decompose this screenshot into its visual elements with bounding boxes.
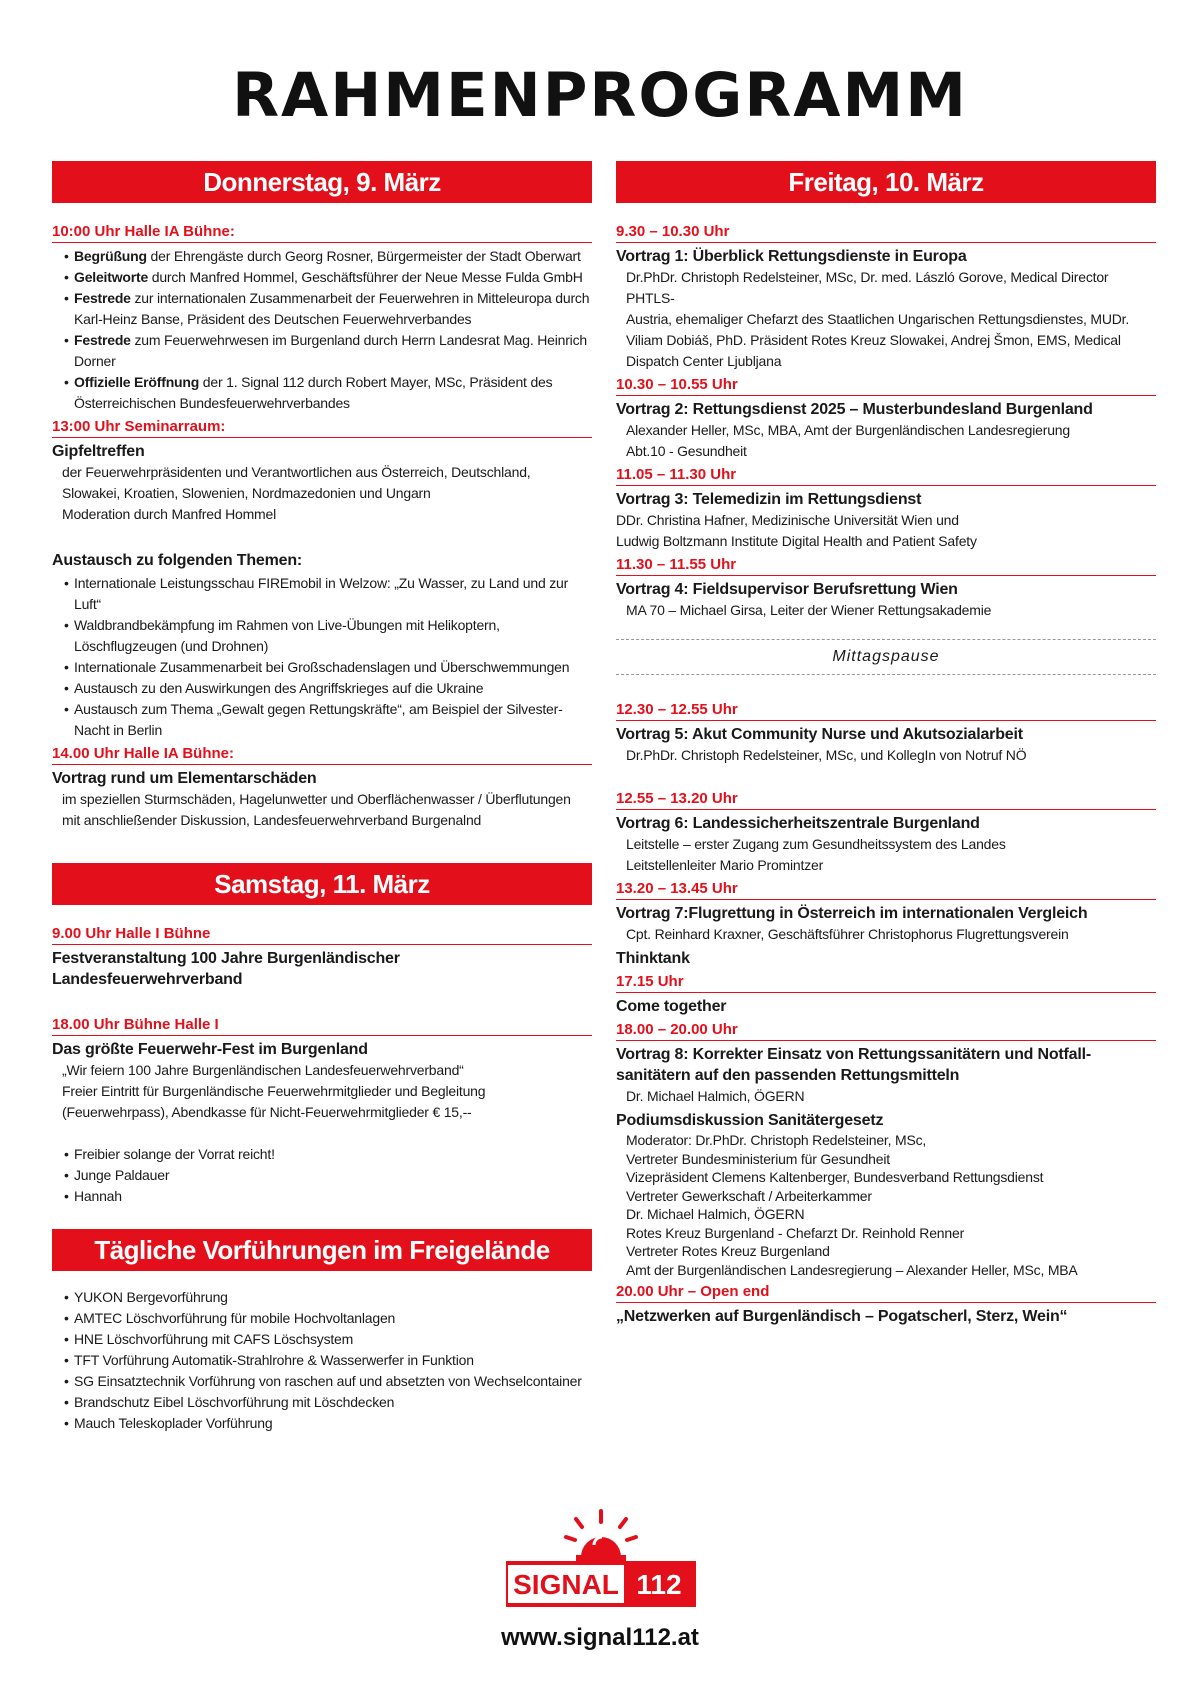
- list-item: • Internationale Leistungsschau FIREmobil in Welzow: „Zu Wasser, zu Land und zur Luft“: [64, 573, 592, 615]
- time-saturday-1800: 18.00 Uhr Bühne Halle I: [52, 1012, 592, 1036]
- list-item: • Mauch Teleskoplader Vorführung: [64, 1413, 592, 1434]
- lunch-break: Mittagspause: [616, 639, 1156, 675]
- logo-text-signal: SIGNAL: [513, 1569, 619, 1600]
- panel-line: Dr. Michael Halmich, ÖGERN: [626, 1206, 805, 1222]
- right-column: [616, 161, 1156, 1327]
- fest-quote: „Wir feiern 100 Jahre Burgenländischen Landesfeuerwehrverband“: [62, 1062, 464, 1078]
- elementar-line: im speziellen Sturmschäden, Hagelunwetter und Oberflächenwasser / Überflutungen: [62, 791, 571, 807]
- fest-list: [52, 1144, 592, 1207]
- v2-line: Abt.10 - Gesundheit: [626, 443, 747, 459]
- list-item: • HNE Löschvorführung mit CAFS Löschsystem: [64, 1329, 592, 1350]
- heading-v8-line2: sanitätern auf den passenden Rettungsmitteln: [616, 1067, 960, 1084]
- heading-topics: Austausch zu folgenden Themen:: [52, 552, 303, 569]
- list-item: • Waldbrandbekämpfung im Rahmen von Live-Übungen mit Helikoptern, Löschflugzeugen (und Drohnen): [64, 615, 592, 657]
- heading-v5: Vortrag 5: Akut Community Nurse und Akutsozialarbeit: [616, 726, 1023, 743]
- v6-line: Leitstelle – erster Zugang zum Gesundheitssystem des Landes: [626, 836, 1006, 852]
- heading-thinktank: Thinktank: [616, 950, 690, 967]
- time-v1: 9.30 – 10.30 Uhr: [616, 219, 1156, 243]
- time-v3: 11.05 – 11.30 Uhr: [616, 462, 1156, 486]
- list-item: • SG Einsatztechnik Vorführung von raschen auf und absetzten von Wechselcontainer: [64, 1371, 592, 1392]
- list-item: • Austausch zum Thema „Gewalt gegen Rettungskräfte“, am Beispiel der Silvester-Nacht in Berlin: [64, 699, 592, 741]
- v8-line: Dr. Michael Halmich, ÖGERN: [626, 1088, 805, 1104]
- heading-v1: Vortrag 1: Überblick Rettungsdienste in Europa: [616, 248, 967, 265]
- v6-line: Leitstellenleiter Mario Promintzer: [626, 857, 824, 873]
- time-v6: 12.55 – 13.20 Uhr: [616, 786, 1156, 810]
- heading-festveranstaltung: Festveranstaltung 100 Jahre Burgenländischer Landesfeuerwehrverband: [52, 950, 400, 988]
- heading-panel: Podiumsdiskussion Sanitätergesetz: [616, 1112, 884, 1129]
- elementar-line: mit anschließender Diskussion, Landesfeuerwehrverband Burgenalnd: [62, 812, 482, 828]
- fest-line: Freier Eintritt für Burgenländische Feuerwehrmitglieder und Begleitung: [62, 1083, 486, 1099]
- panel-line: Vertreter Rotes Kreuz Burgenland: [626, 1243, 830, 1259]
- heading-come-together: Come together: [616, 998, 727, 1015]
- heading-fest: Das größte Feuerwehr-Fest im Burgenland: [52, 1041, 368, 1058]
- panel-line: Vizepräsident Clemens Kaltenberger, Bundesverband Rettungsdienst: [626, 1169, 1044, 1185]
- time-v7: 13.20 – 13.45 Uhr: [616, 876, 1156, 900]
- panel-line: Rotes Kreuz Burgenland - Chefarzt Dr. Reinhold Renner: [626, 1224, 965, 1241]
- list-item: • Internationale Zusammenarbeit bei Großschadenslagen und Überschwemmungen: [64, 657, 592, 678]
- panel-line: Vertreter Gewerkschaft / Arbeiterkammer: [626, 1187, 872, 1204]
- v5-line: Dr.PhDr. Christoph Redelsteiner, MSc, und KollegIn von Notruf NÖ: [626, 747, 1027, 763]
- list-item: • Hannah: [64, 1186, 592, 1207]
- time-v8: 17.15 Uhr: [616, 969, 1156, 993]
- heading-summit: Gipfeltreffen: [52, 443, 145, 460]
- v3-line: DDr. Christina Hafner, Medizinische Universität Wien und: [616, 512, 959, 528]
- opening-list: [52, 243, 592, 414]
- list-item: • AMTEC Löschvorführung für mobile Hochvoltanlagen: [64, 1308, 592, 1329]
- list-item: • Festrede zum Feuerwehrwesen im Burgenland durch Herrn Landesrat Mag. Heinrich Dorner: [64, 330, 592, 372]
- heading-v4: Vortrag 4: Fieldsupervisor Berufsrettung Wien: [616, 581, 958, 598]
- banner-friday: Freitag, 10. März: [616, 161, 1156, 203]
- daily-list: [52, 1287, 592, 1434]
- siren-icon: [566, 1511, 636, 1561]
- banner-daily: Tägliche Vorführungen im Freigelände: [52, 1229, 592, 1271]
- time-thursday-1300: 13:00 Uhr Seminarraum:: [52, 414, 592, 438]
- panel-line: Moderator: Dr.PhDr. Christoph Redelsteiner, MSc,: [626, 1132, 927, 1148]
- heading-elementar: Vortrag rund um Elementarschäden: [52, 770, 317, 787]
- panel-line: Vertreter Bundesministerium für Gesundheit: [626, 1150, 890, 1167]
- time-v10: 20.00 Uhr – Open end: [616, 1279, 1156, 1303]
- list-item: • Begrüßung der Ehrengäste durch Georg Rosner, Bürgermeister der Stadt Oberwart: [64, 246, 592, 267]
- time-v5: 12.30 – 12.55 Uhr: [616, 697, 1156, 721]
- summit-line: der Feuerwehrpräsidenten und Verantwortlichen aus Österreich, Deutschland,: [62, 464, 531, 480]
- v4-line: MA 70 – Michael Girsa, Leiter der Wiener Rettungsakademie: [626, 602, 992, 618]
- v3-line: Ludwig Boltzmann Institute Digital Health and Patient Safety: [616, 533, 977, 549]
- list-item: • Junge Paldauer: [64, 1165, 592, 1186]
- list-item: • Offizielle Eröffnung der 1. Signal 112 durch Robert Mayer, MSc, Präsident des Österreichischen Bundesfeuerwehrverbandes: [64, 372, 592, 414]
- v2-line: Alexander Heller, MSc, MBA, Amt der Burgenländischen Landesregierung: [626, 422, 1070, 438]
- logo-text-112: 112: [636, 1569, 682, 1600]
- fest-line: (Feuerwehrpass), Abendkasse für Nicht-Feuerwehrmitglieder € 15,--: [62, 1104, 472, 1120]
- list-item: • Geleitworte durch Manfred Hommel, Geschäftsführer der Neue Messe Fulda GmbH: [64, 267, 592, 288]
- page-title: RAHMENPROGRAMM: [232, 60, 968, 131]
- signal112-logo: [506, 1505, 696, 1615]
- banner-thursday: Donnerstag, 9. März: [52, 161, 592, 203]
- heading-v3: Vortrag 3: Telemedizin im Rettungsdienst: [616, 491, 922, 508]
- heading-v2: Vortrag 2: Rettungsdienst 2025 – Musterbundesland Burgenland: [616, 401, 1093, 418]
- v1-line: Dr.PhDr. Christoph Redelsteiner, MSc, Dr. med. László Gorove, Medical Director PHTLS-: [626, 269, 1109, 306]
- list-item: • Freibier solange der Vorrat reicht!: [64, 1144, 592, 1165]
- list-item: • TFT Vorführung Automatik-Strahlrohre & Wasserwerfer in Funktion: [64, 1350, 592, 1371]
- v1-line: Dispatch Center Ljubljana: [626, 353, 782, 369]
- time-saturday-0900: 9.00 Uhr Halle I Bühne: [52, 921, 592, 945]
- website-link[interactable]: www.signal112.at: [501, 1624, 699, 1651]
- list-item: • Austausch zu den Auswirkungen des Angriffskrieges auf die Ukraine: [64, 678, 592, 699]
- time-thursday-1400: 14.00 Uhr Halle IA Bühne:: [52, 741, 592, 765]
- heading-networking: „Netzwerken auf Burgenländisch – Pogatscherl, Sterz, Wein“: [616, 1308, 1068, 1325]
- time-v4: 11.30 – 11.55 Uhr: [616, 552, 1156, 576]
- v1-line: Austria, ehemaliger Chefarzt des Staatlichen Ungarischen Rettungsdienstes, MUDr.: [626, 311, 1130, 327]
- panel-line: Amt der Burgenländischen Landesregierung – Alexander Heller, MSc, MBA: [626, 1261, 1078, 1278]
- list-item: • Festrede zur internationalen Zusammenarbeit der Feuerwehren in Mitteleuropa durch Karl-Heinz Banse, Präsident des Deutschen Feuerwehrverbandes: [64, 288, 592, 330]
- left-column: [52, 161, 592, 1434]
- list-item: • Brandschutz Eibel Löschvorführung mit Löschdecken: [64, 1392, 592, 1413]
- summit-line: Moderation durch Manfred Hommel: [62, 506, 277, 522]
- list-item: • YUKON Bergevorführung: [64, 1287, 592, 1308]
- time-v2: 10.30 – 10.55 Uhr: [616, 372, 1156, 396]
- banner-saturday: Samstag, 11. März: [52, 863, 592, 905]
- v1-line: Viliam Dobiáš, PhD. Präsident Rotes Kreuz Slowakei, Andrej Šmon, EMS, Medical: [626, 332, 1121, 348]
- time-v9: 18.00 – 20.00 Uhr: [616, 1017, 1156, 1041]
- topics-list: [52, 571, 592, 741]
- heading-v8-line1: Vortrag 8: Korrekter Einsatz von Rettungssanitätern und Notfall-: [616, 1046, 1091, 1063]
- time-thursday-1000: 10:00 Uhr Halle IA Bühne:: [52, 219, 592, 243]
- summit-line: Slowakei, Kroatien, Slowenien, Nordmazedonien und Ungarn: [62, 485, 431, 501]
- v7-line: Cpt. Reinhard Kraxner, Geschäftsführer Christophorus Flugrettungsverein: [626, 926, 1069, 942]
- heading-v6: Vortrag 6: Landessicherheitszentrale Burgenland: [616, 815, 980, 832]
- heading-v7: Vortrag 7:Flugrettung in Österreich im internationalen Vergleich: [616, 905, 1088, 922]
